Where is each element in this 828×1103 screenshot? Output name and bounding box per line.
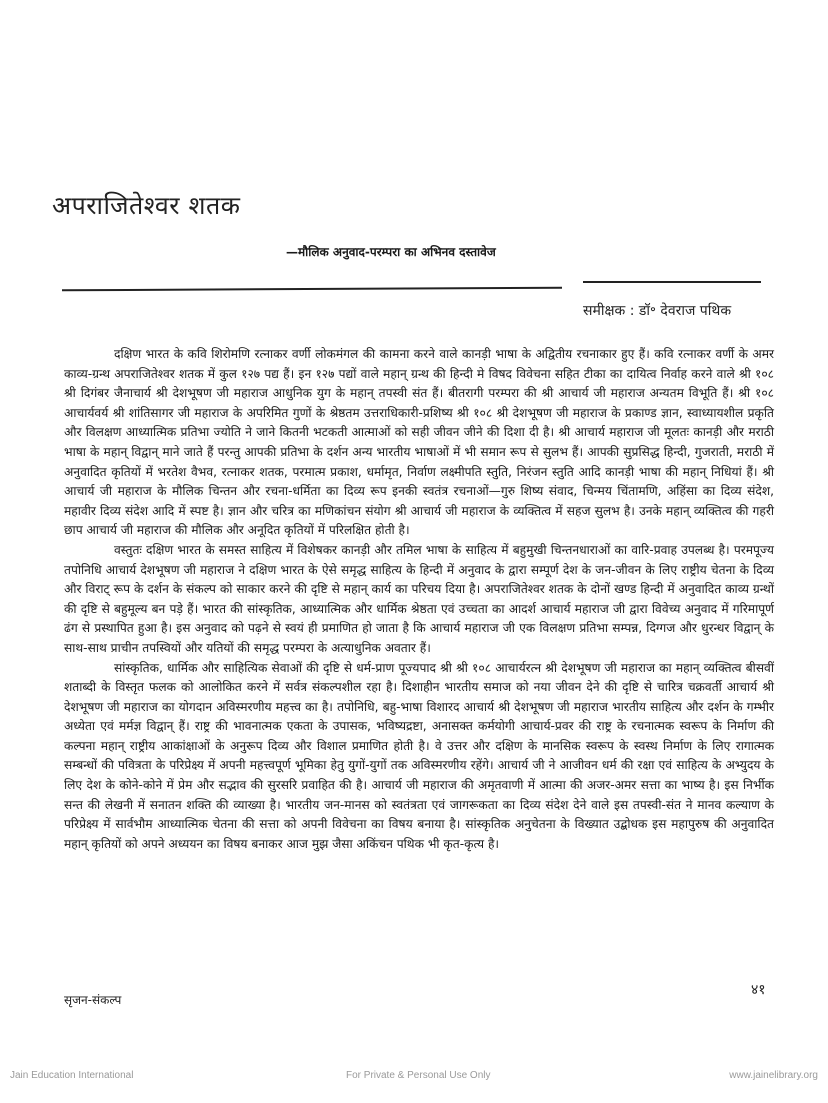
reviewer-byline: समीक्षक : डॉ॰ देवराज पथिक: [583, 303, 732, 319]
paragraph-1: दक्षिण भारत के कवि शिरोमणि रत्नाकर वर्णी लोकमंगल की कामना करने वाले कानड़ी भाषा के अद्वितीय रचनाकार हुए हैं। कवि रत्नाकर वर्णी के अमर काव्य-ग्रन्थ अपराजितेश्वर शतक में कुल १२७ पद्य हैं। इन १२७ पद्यों वाले महान् ग्रन्थ की हिन्दी मे विषद विवेचना सहित टीका का दायित्व निर्वाह करने वाले श्री १०८ श्री दिगंबर जैनाचार्य श्री देशभूषण जी महाराज आधुनिक युग के महान् तपस्वी संत हैं। बीतरागी परम्परा की श्री आचार्य जी महाराज अन्यतम विभूति हैं। श्री १०८ आचार्यवर्य श्री शांतिसागर जी महाराज के अपरिमित गुणों के श्रेष्ठतम उत्तराधिकारी-प्रशिष्य श्री १०८ श्री देशभूषण जी महाराज के प्रकाण्ड ज्ञान, स्वाध्यायशील प्रकृति और विलक्षण आध्यात्मिक प्रतिभा ज्योति ने जाने कितनी भटकती आत्माओं को सही जीवन जीने की दिशा दी है। श्री आचार्य महाराज जी मूलतः कानड़ी और मराठी भाषा के महान् विद्वान् माने जाते हैं परन्तु आपकी प्रतिभा के दर्शन अन्य भारतीय भाषाओं में भी समान रूप से सुलभ हैं। आपकी सुप्रसिद्ध हिन्दी, गुजराती, मराठी में अनुवादित कृतियों में भरतेश वैभव, रत्नाकर शतक, परमात्म प्रकाश, धर्मामृत, निर्वाण लक्ष्मीपति स्तुति, निरंजन स्तुति आदि कानड़ी भाषा की महान् निधियां हैं। श्री आचार्य जी महाराज के मौलिक चिन्तन और रचना-धर्मिता का दिव्य रूप इनकी स्वतंत्र रचनाओं—गुरु शिष्य संवाद, चिन्मय चिंतामणि, अहिंसा का दिव्य संदेश, महावीर दिव्य संदेश आदि में स्पष्ट है। ज्ञान और चरित्र का मणिकांचन संयोग श्री आचार्य जी महाराज के व्यक्तित्व में सहज सुलभ है। उनके महान् व्यक्तित्व की गहरी छाप आचार्य जी महाराज की मौलिक और अनूदित कृतियों में परिलक्षित होती है।: [64, 347, 774, 538]
article-title: अपराजितेश्वर शतक: [52, 191, 241, 220]
watermark-usage-notice: For Private & Personal Use Only: [346, 1070, 491, 1081]
article-body: [64, 345, 774, 854]
watermark-website-link[interactable]: www.jainelibrary.org: [729, 1070, 818, 1081]
divider-rule-left: [62, 287, 562, 291]
paragraph-2: वस्तुतः दक्षिण भारत के समस्त साहित्य में विशेषकर कानड़ी और तमिल भाषा के साहित्य में बहुमुखी चिन्तनधाराओं का वारि-प्रवाह उपलब्ध है। परमपूज्य तपोनिधि आचार्य देशभूषण जी महाराज ने दक्षिण भारत के ऐसे समृद्ध साहित्य के हिन्दी में अनुवाद के द्वारा सम्पूर्ण देश के जन-जीवन के लिए राष्ट्रीय चेतना के दिव्य और विराट् रूप के दर्शन के संकल्प को साकार करने की दृष्टि से महान् कार्य का परिचय दिया है। अपराजितेश्वर शतक के दोनों खण्ड हिन्दी में अनुवादित काव्य ग्रन्थों की दृष्टि से बहुमूल्य बन पड़े हैं। भारत की सांस्कृतिक, आध्यात्मिक और धार्मिक श्रेष्ठता एवं उच्चता का आदर्श आचार्य महाराज जी द्वारा विवेच्य अनुवाद में गरिमापूर्ण ढंग से प्रस्थापित हुआ है। इस अनुवाद को पढ़ने से स्वयं ही प्रमाणित हो जाता है कि आचार्य महाराज जी एक विलक्षण प्रतिभा सम्पन्न, दिग्गज और धुरन्धर विद्वान् के साथ-साथ प्राचीन तपस्वियों और यतियों की समृद्ध परम्परा के अत्याधुनिक अवतार हैं।: [64, 542, 774, 655]
watermark-publisher: Jain Education International: [10, 1070, 134, 1081]
article-subtitle: —मौलिक अनुवाद-परम्परा का अभिनव दस्तावेज: [286, 245, 496, 259]
paragraph-3: सांस्कृतिक, धार्मिक और साहित्यिक सेवाओं की दृष्टि से धर्म-प्राण पूज्यपाद श्री श्री १०८ आचार्यरत्न श्री देशभूषण जी महाराज का महान् व्यक्तित्व बीसवीं शताब्दी के विस्तृत फलक को आलोकित करने में सर्वत्र संकल्पशील रहा है। दिशाहीन भारतीय समाज को नया जीवन देने की दृष्टि से चारित्र चक्रवर्ती आचार्य श्री देशभूषण जी महाराज का योगदान अविस्मरणीय महत्त्व का है। तपोनिधि, बहु-भाषा विशारद आचार्य श्री देशभूषण जी महाराज भारतीय साहित्य और दर्शन के गम्भीर अध्येता एवं मर्मज्ञ विद्वान् हैं। राष्ट्र की भावनात्मक एकता के उपासक, भविष्यद्रष्टा, अनासक्त कर्मयोगी आचार्य-प्रवर की राष्ट्र के रचनात्मक स्वरूप के निर्माण की कल्पना महान् राष्ट्रीय आकांक्षाओं के अनुरूप दिव्य और विशाल प्रमाणित होती है। वे उत्तर और दक्षिण के मानसिक स्वरूप के स्वस्थ निर्माण के लिए रागात्मक सम्बन्धों की पवित्रता के परिप्रेक्ष्य में अपनी महत्त्वपूर्ण भूमिका हेतु युगों-युगों तक अविस्मरणीय रहेंगे। आचार्य जी ने आजीवन धर्म की रक्षा एवं साहित्य के अभ्युदय के लिए देश के कोने-कोने में प्रेम और सद्भाव की सुरसरि प्रवाहित की है। आचार्य जी महाराज की अमृतवाणी में आत्मा की अजर-अमर सत्ता का भाष्य है। इस निर्भीक सन्त की लेखनी में सनातन शक्ति की व्याख्या है। भारतीय जन-मानस को स्वतंत्रता एवं जागरूकता का दिव्य संदेश देने वाले इस तपस्वी-संत ने मानव कल्याण के परिप्रेक्ष्य में सार्वभौम आध्यात्मिक चेतना की सत्ता को अपनी विवेचना का विषय बनाया है। सांस्कृतिक अनुचेतना के विख्यात उद्बोधक इस महापुरुष की अनुवादित महान् कृतियों को अपने अध्ययन का विषय बनाकर आज मुझ जैसा अकिंचन पथिक भी कृत-कृत्य है।: [64, 660, 774, 851]
page-number: ४१: [751, 982, 766, 998]
divider-rule-right: [583, 281, 761, 283]
running-footer-label: सृजन-संकल्प: [64, 993, 122, 1007]
